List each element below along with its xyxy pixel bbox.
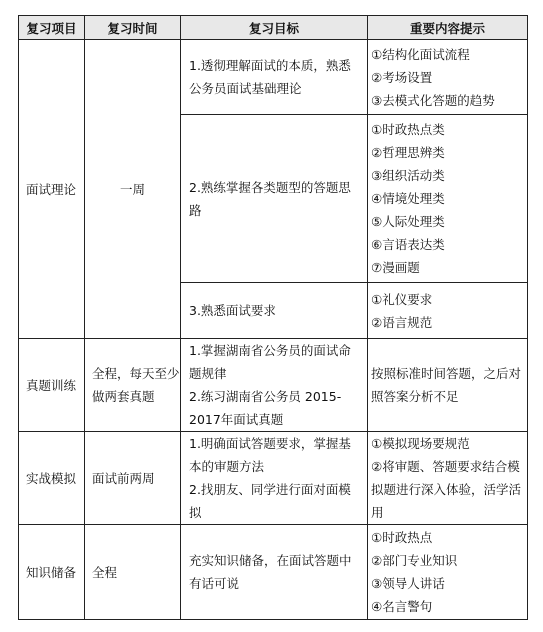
cell-tips [368, 432, 528, 525]
goal-text: 2.找朋友、同学进行面对面模拟 [189, 482, 351, 520]
table-row [19, 339, 528, 432]
header-item: 复习项目 [19, 16, 85, 40]
cell-item: 真题训练 [19, 339, 85, 432]
cell-tips [368, 525, 528, 620]
tip-line: ①礼仪要求 [371, 291, 433, 307]
review-plan-table [18, 15, 528, 620]
tip-text: 按照标准时间答题，之后对照答案分析不足 [371, 366, 522, 404]
table-row [19, 525, 528, 620]
goal-text: 1.掌握湖南省公务员的面试命题规律 [189, 343, 351, 381]
tip-line: ①时政热点类 [371, 122, 445, 137]
tip-line: ④情境处理类 [371, 191, 445, 206]
tip-line: ⑤人际处理类 [371, 214, 445, 229]
cell-tips [368, 283, 528, 339]
table-row [19, 432, 528, 525]
header-time: 复习时间 [85, 16, 181, 40]
goal-text: 2.练习湖南省公务员 2015-2017年面试真题 [189, 389, 342, 427]
tip-line: ②考场设置 [371, 69, 433, 85]
cell-item: 知识储备 [19, 525, 85, 620]
cell-tips [368, 339, 528, 432]
tip-text: ②将审题、答题要求结合模拟题进行深入体验，活学活用 [371, 459, 522, 520]
cell-time: 一周 [85, 40, 181, 339]
cell-goal [181, 115, 368, 283]
tip-line: ③组织活动类 [371, 168, 445, 183]
header-goal: 复习目标 [181, 16, 368, 40]
tip-line: ⑥言语表达类 [371, 237, 445, 252]
tip-line: ②部门专业知识 [371, 553, 458, 568]
cell-time: 全程 [85, 525, 181, 620]
cell-tips [368, 115, 528, 283]
cell-time [85, 339, 181, 432]
time-text: 全程，每天至少做两套真题 [92, 366, 180, 404]
tip-text: ①模拟现场要规范 [371, 436, 470, 451]
tip-line: ③领导人讲话 [371, 576, 445, 591]
goal-text: 充实知识储备，在面试答题中有话可说 [189, 553, 352, 591]
tip-line: ②语言规范 [371, 314, 433, 330]
goal-text: 2.熟练掌握各类题型的答题思路 [189, 179, 351, 218]
goal-text: 1.透彻理解面试的本质，熟悉公务员面试基础理论 [189, 58, 351, 96]
header-tips: 重要内容提示 [368, 16, 528, 40]
cell-goal [181, 40, 368, 115]
cell-goal [181, 432, 368, 525]
cell-item: 面试理论 [19, 40, 85, 339]
cell-tips [368, 40, 528, 115]
goal-text: 3.熟悉面试要求 [189, 303, 276, 318]
tip-line: ③去模式化答题的趋势 [371, 92, 495, 108]
tip-line: ①时政热点 [371, 530, 433, 545]
cell-time: 面试前两周 [85, 432, 181, 525]
cell-goal [181, 525, 368, 620]
tip-line: ②哲理思辨类 [371, 145, 445, 160]
cell-goal [181, 339, 368, 432]
cell-item: 实战模拟 [19, 432, 85, 525]
tip-line: ④名言警句 [371, 599, 433, 614]
cell-goal [181, 283, 368, 339]
tip-line: ①结构化面试流程 [371, 46, 470, 62]
table-row [19, 40, 528, 115]
goal-text: 1.明确面试答题要求，掌握基本的审题方法 [189, 436, 351, 474]
tip-line: ⑦漫画题 [371, 260, 420, 275]
header-row [19, 16, 528, 40]
